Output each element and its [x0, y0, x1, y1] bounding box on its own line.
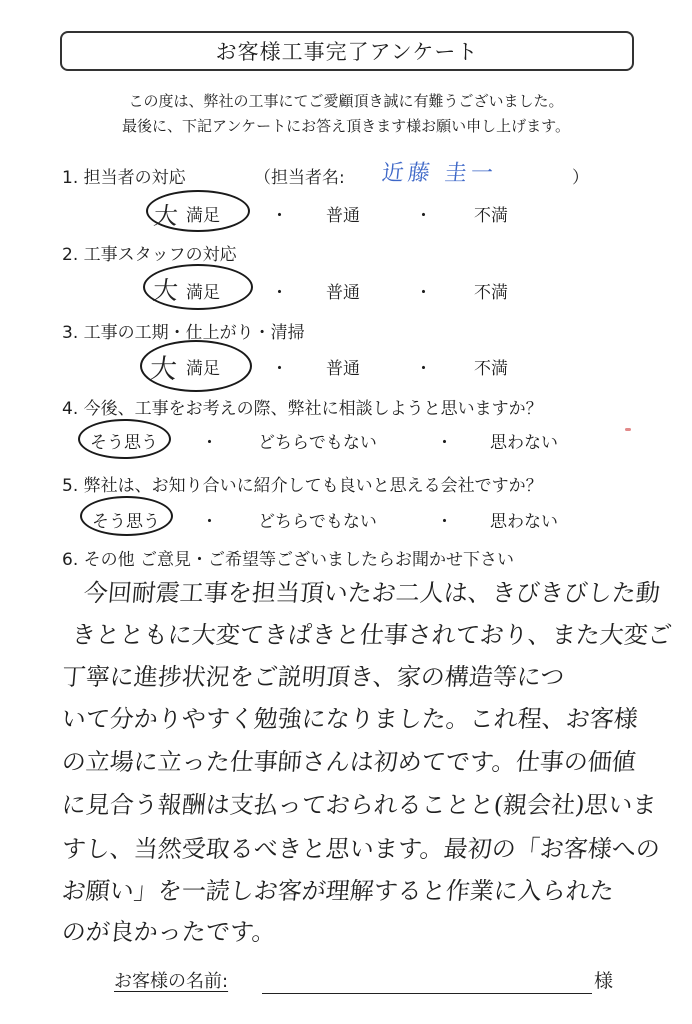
- q5-separator-2: ・: [436, 512, 453, 532]
- q3-separator-1: ・: [271, 359, 288, 379]
- q4-option-yes[interactable]: そう思う: [90, 433, 158, 453]
- q4-option-neutral[interactable]: どちらでもない: [258, 433, 377, 453]
- intro-line-2: 最後に、下記アンケートにお答え頂きます様お願い申し上げます。: [122, 117, 570, 135]
- staff-name-open: （担当者名:: [254, 168, 345, 188]
- question-1-label: 1. 担当者の対応: [62, 168, 186, 188]
- comment-line-9: のが良かったです。: [60, 918, 278, 946]
- q3-separator-2: ・: [415, 359, 432, 379]
- comment-line-8: お願い」を一読しお客が理解すると作業に入られた: [60, 877, 616, 905]
- customer-name-label: お客様の名前:: [114, 971, 229, 992]
- question-2-label: 2. 工事スタッフの対応: [62, 245, 237, 265]
- handwritten-dai-q2: 大: [151, 276, 180, 305]
- comment-line-6: に見合う報酬は支払っておられることと(親会社)思いま: [60, 791, 658, 819]
- comment-line-5: の立場に立った仕事師さんは初めてです。仕事の価値: [60, 748, 638, 776]
- intro-line-1: この度は、弊社の工事にてご愛顧頂き誠に有難うございました。: [128, 92, 564, 110]
- q4-separator-2: ・: [436, 433, 453, 453]
- survey-title: お客様工事完了アンケート: [60, 31, 634, 71]
- q2-separator-1: ・: [271, 283, 288, 303]
- q5-option-neutral[interactable]: どちらでもない: [258, 512, 377, 532]
- comment-line-2: きとともに大変てきぱきと仕事されており、また大変ご: [70, 621, 674, 649]
- comment-line-1: 今回耐震工事を担当頂いたお二人は、きびきびした動: [82, 579, 662, 607]
- handwritten-dai-q1: 大: [152, 202, 180, 230]
- handwritten-dai-q3: 大: [148, 354, 179, 385]
- q5-separator-1: ・: [201, 512, 218, 532]
- q1-option-normal[interactable]: 普通: [326, 206, 360, 226]
- question-5-label: 5. 弊社は、お知り合いに紹介しても良いと思える会社ですか？: [62, 476, 543, 496]
- staff-name-handwritten: 近藤 圭一: [380, 161, 499, 186]
- q1-separator-1: ・: [271, 206, 288, 226]
- q5-option-yes[interactable]: そう思う: [92, 512, 160, 532]
- q2-separator-2: ・: [415, 283, 432, 303]
- q1-option-dissatisfied[interactable]: 不満: [474, 206, 508, 226]
- staff-name-close: ）: [572, 168, 589, 188]
- q2-option-satisfied[interactable]: 満足: [186, 283, 220, 303]
- q4-separator-1: ・: [201, 433, 218, 453]
- q2-option-dissatisfied[interactable]: 不満: [474, 283, 508, 303]
- comment-line-3: 丁寧に進捗状況をご説明頂き、家の構造等につ: [60, 663, 566, 691]
- question-6-label: 6. その他 ご意見・ご希望等ございましたらお聞かせ下さい: [62, 550, 515, 570]
- q1-option-satisfied[interactable]: 満足: [186, 206, 220, 226]
- q3-option-normal[interactable]: 普通: [326, 359, 360, 379]
- customer-name-field[interactable]: [262, 993, 592, 994]
- comment-line-4: いて分かりやすく勉強になりました。これ程、お客様: [60, 705, 640, 733]
- honorific-sama: 様: [594, 970, 614, 992]
- q4-option-no[interactable]: 思わない: [490, 433, 558, 453]
- q3-option-satisfied[interactable]: 満足: [186, 359, 220, 379]
- q3-option-dissatisfied[interactable]: 不満: [474, 359, 508, 379]
- q2-option-normal[interactable]: 普通: [326, 283, 360, 303]
- comment-line-7: すし、当然受取るべきと思います。最初の「お客様への: [60, 835, 662, 863]
- q5-option-no[interactable]: 思わない: [490, 512, 558, 532]
- q1-separator-2: ・: [415, 206, 432, 226]
- red-ink-mark: [625, 428, 631, 431]
- question-4-label: 4. 今後、工事をお考えの際、弊社に相談しようと思いますか？: [62, 399, 543, 419]
- question-3-label: 3. 工事の工期・仕上がり・清掃: [62, 323, 305, 343]
